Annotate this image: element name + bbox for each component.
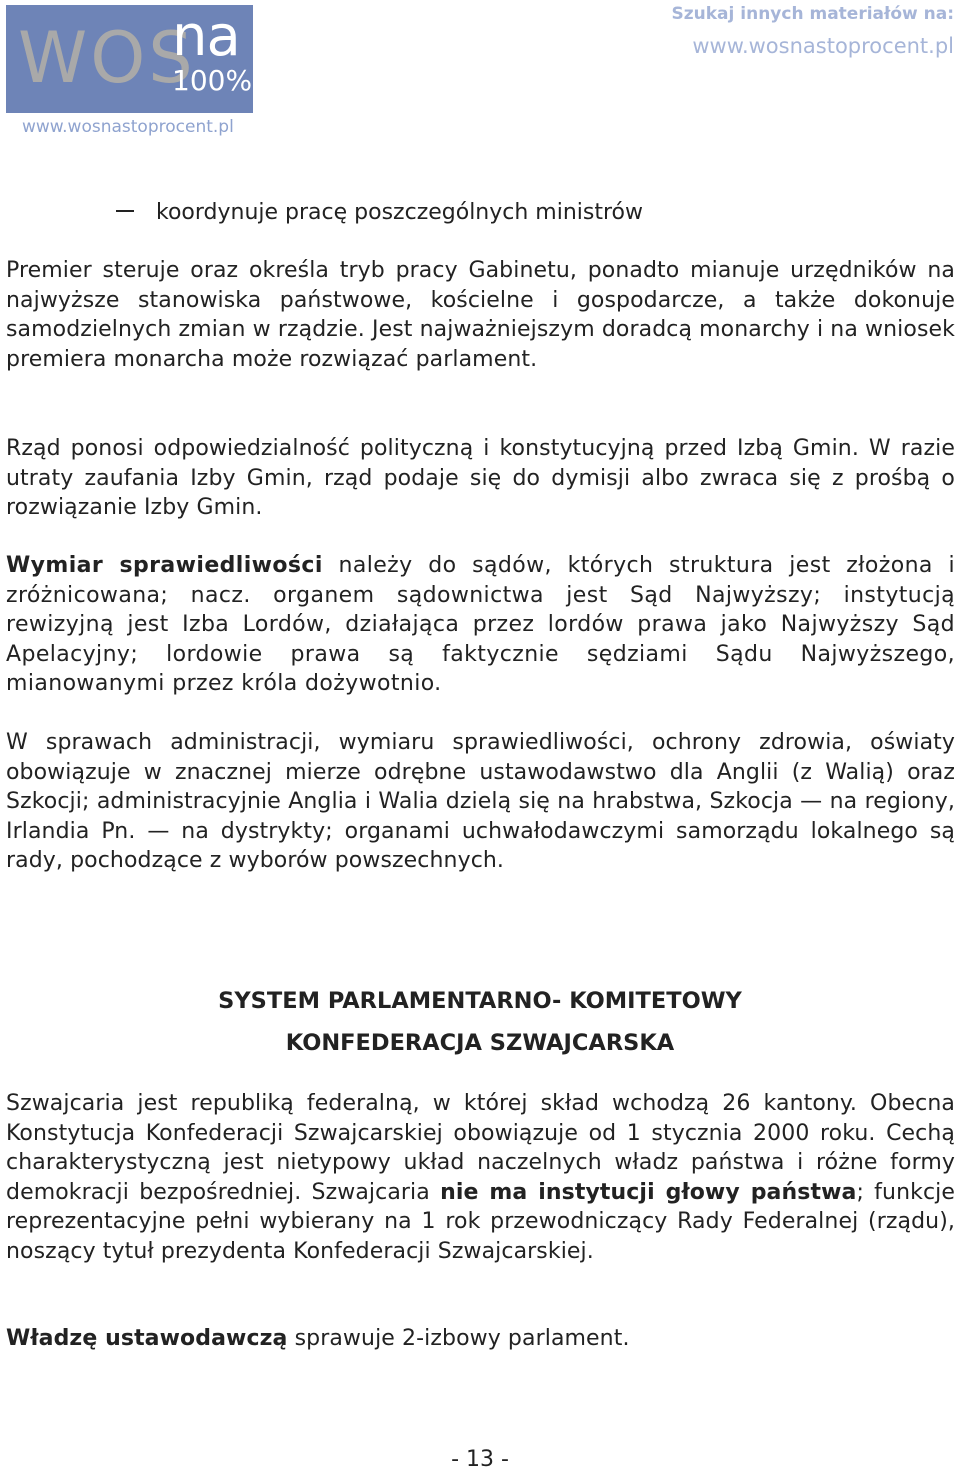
paragraph-szwajcaria (6, 1089, 955, 1266)
paragraph-wladza-ustawodawcza (6, 1324, 955, 1354)
list-item-text: koordynuje pracę poszczególnych ministrów (156, 200, 644, 225)
site-logo[interactable] (6, 5, 253, 113)
paragraph-wymiar-sprawiedliwosci (6, 551, 955, 699)
logo-url-link[interactable]: www.wosnastoprocent.pl (22, 117, 234, 137)
paragraph-premier: Premier steruje oraz określa tryb pracy Gabinetu, ponadto mianuje urzędników na najwyższe stanowiska państwowe, kościelne i gospodarcze, a także dokonuje samodzielnych zmian w rządzie. Jest najważniejszym doradcą monarchy i na wniosek premiera monarcha może rozwiązać parlament. (6, 258, 955, 372)
paragraph-text: należy do sądów, których struktura jest złożona i zróżnicowana; nacz. organem sądownictwa jest Sąd Najwyższy; instytucją rewizyjną jest Izba Lordów, działająca przez lordów prawa jako Najwyższy Sąd Apelacyjny; lordowie prawa są faktycznie sędziami Sądu Najwyższego, mianowanymi przez króla dożywotnio. (6, 553, 956, 696)
bold-phrase: Władzę ustawodawczą (6, 1326, 288, 1351)
search-more-link[interactable]: www.wosnastoprocent.pl (692, 34, 954, 58)
dash-bullet (116, 210, 134, 212)
paragraph-administracja: W sprawach administracji, wymiaru sprawiedliwości, ochrony zdrowia, oświaty obowiązuje w znacznej mierze odrębne ustawodawstwo dla Anglii (z Walią) oraz Szkocji; administracyjnie Anglia i Walia dzielą się na hrabstwa, Szkocja — na regiony, Irlandia Pn. — na dystrykty; organami uchwałodawczymi samorządu lokalnego są rady, pochodzące z wyborów powszechnych. (6, 730, 955, 873)
page-number: - 13 - (451, 1447, 509, 1472)
search-more-label: Szukaj innych materiałów na: (671, 4, 954, 24)
logo-percent-text: 100% (172, 64, 253, 97)
paragraph-text: Szwajcaria jest republiką federalną, w której skład wchodzą 26 kantony. Obecna Konstytucja Konfederacji Szwajcarskiej obowiązuje od 1 stycznia 2000 roku. Cechą charakterystyczną jest nietypowy układ naczelnych władz państwa i różne formy demokracji bezpośredniej. Szwajcaria (6, 1091, 955, 1205)
list-item (116, 198, 643, 228)
bold-phrase: nie ma instytucji głowy państwa (440, 1179, 857, 1205)
bold-phrase: Wymiar sprawiedliwości (6, 553, 323, 578)
paragraph-text: ; funkcje reprezentacyjne pełni wybierany na 1 rok przewodniczący Rady Federalnej (rządu), noszący tytuł prezydenta Konfederacji Szwajcarskiej. (6, 1179, 955, 1264)
section-heading: SYSTEM PARLAMENTARNO- KOMITETOWY (218, 988, 742, 1014)
paragraph-rzad: Rząd ponosi odpowiedzialność polityczną i konstytucyjną przed Izbą Gmin. W razie utraty zaufania Izby Gmin, rząd podaje się do dymisji albo zwraca się z prośbą o rozwiązanie Izby Gmin. (6, 436, 955, 520)
section-subheading: KONFEDERACJA SZWAJCARSKA (285, 1030, 675, 1056)
logo-wos-text: WOS (18, 17, 196, 99)
paragraph-text: sprawuje 2-izbowy parlament. (287, 1326, 630, 1351)
logo-na-text: na (172, 5, 240, 69)
